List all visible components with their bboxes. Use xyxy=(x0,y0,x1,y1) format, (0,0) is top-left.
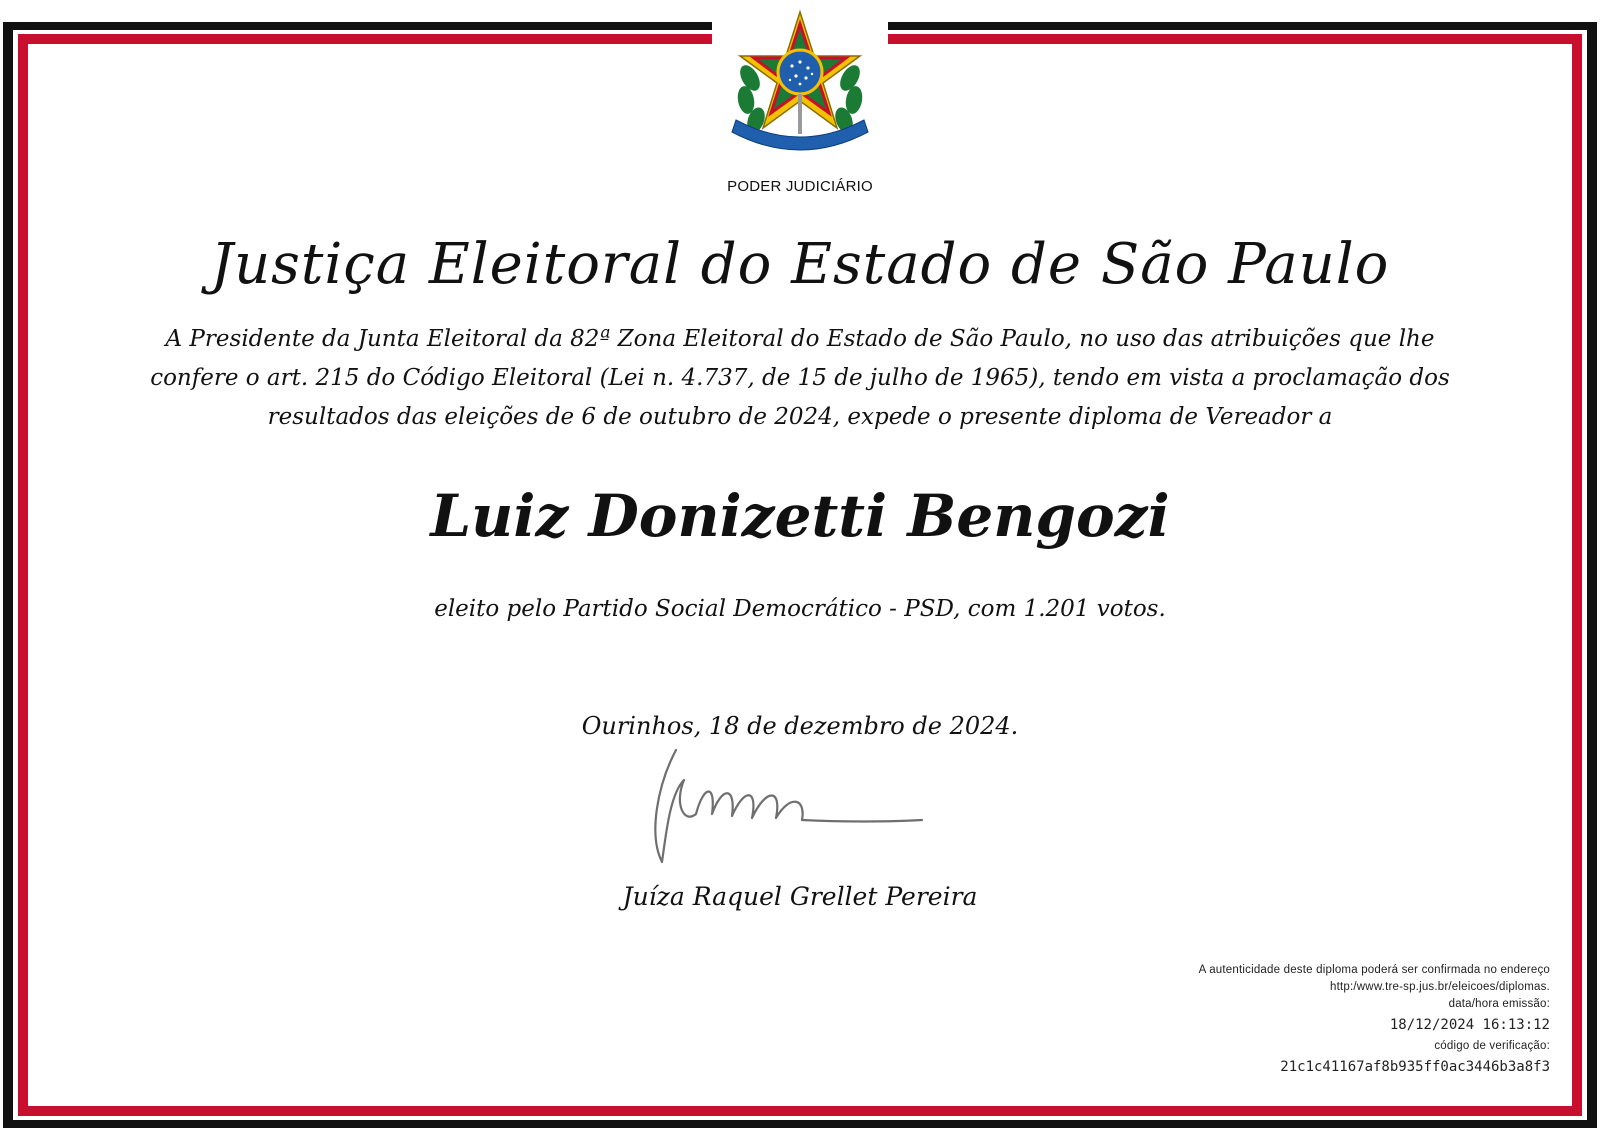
emblem-globe xyxy=(778,50,822,94)
brazil-coat-of-arms-icon xyxy=(728,8,872,158)
verification-code-value: 21c1c41167af8b935ff0ac3446b3a8f3 xyxy=(1280,1059,1550,1075)
certificate-title: Justiça Eleitoral do Estado de São Paulo xyxy=(210,232,1390,297)
emblem-sword xyxy=(798,94,802,134)
recipient-name: Luiz Donizetti Bengozi xyxy=(430,482,1170,550)
issue-datetime-value: 18/12/2024 16:13:12 xyxy=(1389,1017,1550,1033)
verification-url: http:/www.tre-sp.jus.br/eleicoes/diplomas. xyxy=(1330,981,1550,993)
verification-block xyxy=(1030,962,1550,1080)
certificate-body xyxy=(90,320,1510,437)
authenticity-notice: A autenticidade deste diploma poderá ser confirmada no endereço xyxy=(1198,964,1550,976)
body-line: confere o art. 215 do Código Eleitoral (Lei n. 4.737, de 15 de julho de 1965), tendo em vista a proclamação dos xyxy=(150,365,1450,391)
place-date: Ourinhos, 18 de dezembro de 2024. xyxy=(581,712,1019,740)
verification-code-label: código de verificação: xyxy=(1434,1040,1550,1052)
elected-statement: eleito pelo Partido Social Democrático - PSD, com 1.201 votos. xyxy=(434,596,1166,622)
body-line: A Presidente da Junta Eleitoral da 82ª Zona Eleitoral do Estado de São Paulo, no uso das atribuições que lhe xyxy=(165,326,1435,352)
body-line: resultados das eleições de 6 de outubro de 2024, expede o presente diploma de Vereador a xyxy=(267,404,1333,430)
handwritten-signature-icon xyxy=(640,744,940,874)
certificate-canvas xyxy=(28,44,1572,1106)
issue-datetime-label: data/hora emissão: xyxy=(1448,998,1550,1010)
judiciary-power-label: PODER JUDICIÁRIO xyxy=(727,178,873,195)
judge-name: Juíza Raquel Grellet Pereira xyxy=(622,882,978,911)
